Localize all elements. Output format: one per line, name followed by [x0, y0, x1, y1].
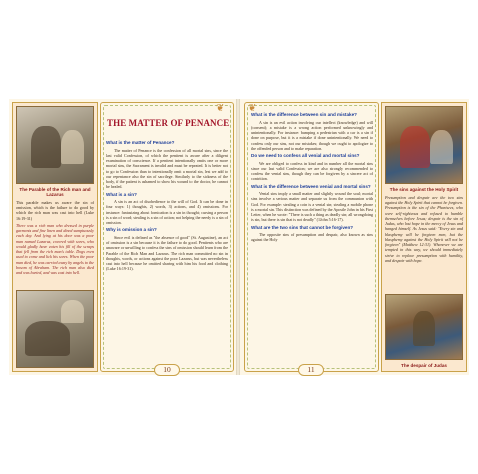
left-sidebar-paragraph-2 — [16, 223, 94, 275]
rich-man-lazarus-image — [16, 106, 94, 184]
left-sidebar-text — [16, 200, 94, 276]
section-heading: What are the two sins that cannot be forgiven? — [251, 224, 354, 230]
left-text-column — [106, 138, 228, 360]
section-body: We are obliged to confess in kind and in number all the mortal sins since our last valid Confession; we are also strongly recommended to confess the venial sins, though they can be forgiven by a sincere act of contrition. — [251, 160, 373, 182]
section-body: The opposite sins of presumption and despair, also known as sins against the Holy — [251, 232, 373, 243]
right-corner-flourish: ❦ — [248, 103, 257, 114]
right-image-caption-1: The sins against the Holy Spirit — [389, 187, 459, 192]
section-heading: What is the matter of Penance? — [106, 140, 175, 145]
left-sidebar-paragraph-1: This parable makes us aware the sin of omission, which is the failure to do good by which the rich man was cast into hell (Luke 16:19-31) — [16, 200, 94, 221]
section-body: A sin is an act of disobedience to the will of God. It can be done in four ways: 1) thoughts, 2) words, 3) actions, and 4) omissions. For instance: fantasizing about fornication is a sin in thought; cursing a person is a sin of word; stealing is a sin of action; not helping the needy is a sin of omission. — [106, 199, 228, 225]
section-body: A sin is an evil action involving our intellect (knowledge) and will (consent); a mistake is a wrong action performed unknowingly and unintentionally. For instance: bumping a pedestrian with a car is a sin if done on purpose, but it is a mistake if done unintentionally. We need to confess only our sins, not our mistakes; though we ought to apologize to the offended person and to make reparation. — [251, 119, 373, 151]
section-heading: What is the difference between sin and mistake? — [251, 112, 357, 117]
page-number-left: 10 — [154, 364, 180, 376]
section-heading: What is the difference between venial and mortal sins? — [251, 183, 371, 189]
right-text-column — [251, 110, 373, 360]
right-image-caption-2: The despair of Judas — [401, 363, 447, 368]
page-title: THE MATTER OF PENANCE — [107, 118, 230, 128]
hell-engraving-image — [16, 290, 94, 368]
left-corner-flourish: ❦ — [216, 103, 225, 114]
left-sidebar-quote: There was a rich man who dressed in purple garments and fine linen and dined sumptuously each day. And lying at his door was a poor man named Lazarus, covered with sores, who would gladly have eaten his fill of the scraps that fell from the rich man's table. Dogs even used to come and lick his sores. When the poor man died, he was carried away by angels to the bosom of Abraham. The rich man also died and was buried, and was cast into hell. — [16, 222, 94, 276]
section-heading: Do we need to confess all venial and mortal sins? — [251, 153, 360, 158]
section-body: Venial sins imply a small matter and slightly wound the soul; mortal sins involve a serious matter and separate us from the communion with God. For example: stealing a coin is a venial sin; stealing a mobile phone is a mortal sin. This distinction was defined by the Apostle John in his First Letter, when he wrote: "There is such a thing as deadly sin; all wrongdoing is sin, but there is sin that is not deadly" (1John 5:16-17). — [251, 191, 373, 223]
section-heading: What is a sin? — [106, 191, 137, 197]
section-heading: Why is omission a sin? — [106, 227, 157, 233]
judas-despair-image — [385, 294, 463, 360]
section-body: The matter of Penance is the confession of all mortal sins, since the last valid Confession, of which the penitent is aware after a diligent examination of conscience. If a penitent intentionally omits one or more mortal sins, the Sacrament is invalid and must be repeated. It is better not to go to Confession than to intentionally omit a mortal sin, lest we add to our repentance also the sin of sacrilege. Similarly to the sickness of the body, if the patient is ashamed to show his wound to the doctor, he cannot be healed. — [106, 147, 228, 190]
left-image-caption: The Parable of the Rich man and Lazarus — [19, 187, 91, 198]
right-sidebar-text — [385, 195, 463, 291]
page-number-right: 11 — [298, 364, 324, 376]
section-body: Since evil is defined as "the absence of good" (St. Augustine), an act of omission is a sin because it is the failure to do good. Penitents who are unaware or unwilling to confess the sins of omission should learn from the Parable of the Rich Man and Lazarus. The rich man committed no sin in thoughts, words, or actions against the poor Lazarus, but was nevertheless cast into hell because he omitted sharing with him his food and clothing (Luke 16:19-31). — [106, 234, 228, 272]
holy-spirit-sins-image — [385, 106, 463, 184]
right-sidebar-quote: Presumption and despair are the two sins against the Holy Spirit that cannot be forgiven. Presumption is the sin of the Pharisees, who were self-righteous and refused to humble themselves before Jesus; despair is the sin of Judas, who lost hope in the mercy of Jesus and hanged himself. As Jesus said: "Every sin and blasphemy will be forgiven men, but the blasphemy against the Holy Spirit will not be forgiven" (Matthew 12:31). Whenever we are tempted in this way, we should immediately strive to replace presumption with humility, and despair with hope. — [385, 195, 463, 263]
right-sidebar-paragraph — [385, 195, 463, 263]
